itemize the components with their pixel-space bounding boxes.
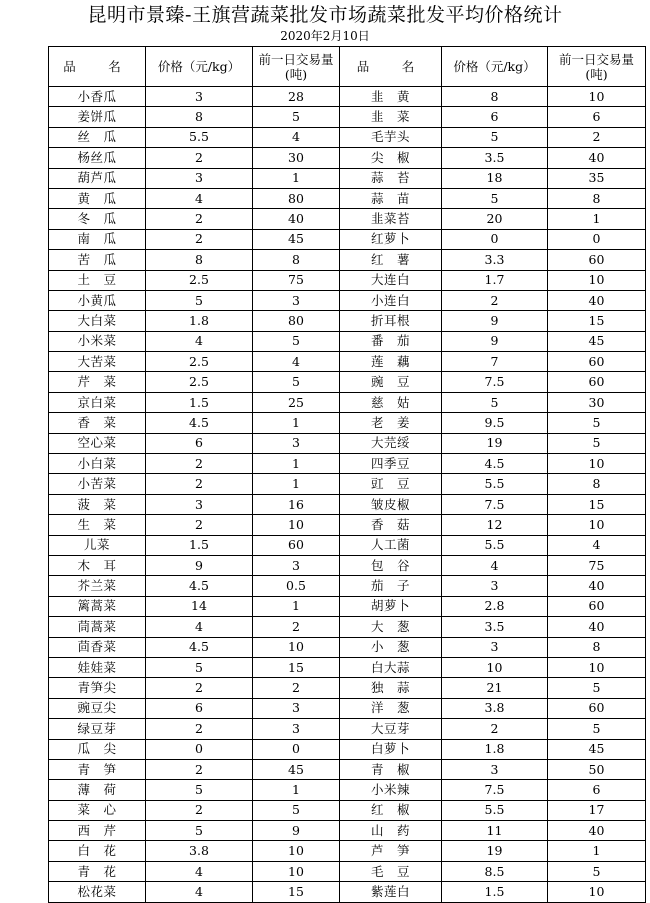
vegetable-name-right: 蒜 苔 bbox=[340, 168, 442, 188]
volume-left: 75 bbox=[253, 270, 340, 290]
price-left: 2.5 bbox=[146, 372, 253, 392]
vegetable-name-left: 豌豆尖 bbox=[49, 698, 146, 718]
price-right: 5.5 bbox=[442, 535, 548, 555]
volume-right: 40 bbox=[548, 617, 646, 637]
vegetable-name-left: 大白菜 bbox=[49, 311, 146, 331]
table-row bbox=[49, 861, 646, 881]
vegetable-name-right: 大豆芽 bbox=[340, 719, 442, 739]
volume-left: 5 bbox=[253, 107, 340, 127]
price-right: 3.8 bbox=[442, 698, 548, 718]
price-right: 3 bbox=[442, 759, 548, 779]
volume-right: 50 bbox=[548, 759, 646, 779]
volume-right: 1 bbox=[548, 209, 646, 229]
volume-left: 60 bbox=[253, 535, 340, 555]
volume-left: 45 bbox=[253, 229, 340, 249]
vegetable-name-right: 豌 豆 bbox=[340, 372, 442, 392]
vegetable-name-left: 菠 菜 bbox=[49, 494, 146, 514]
price-right: 2.8 bbox=[442, 596, 548, 616]
vegetable-name-left: 丝 瓜 bbox=[49, 127, 146, 147]
price-right: 3.5 bbox=[442, 617, 548, 637]
volume-left: 2 bbox=[253, 678, 340, 698]
table-row bbox=[49, 433, 646, 453]
volume-right: 75 bbox=[548, 555, 646, 575]
table-row bbox=[49, 290, 646, 310]
vegetable-name-right: 大连白 bbox=[340, 270, 442, 290]
price-left: 0 bbox=[146, 739, 253, 759]
vegetable-name-right: 韭菜苔 bbox=[340, 209, 442, 229]
price-right: 0 bbox=[442, 229, 548, 249]
price-right: 3.5 bbox=[442, 148, 548, 168]
vegetable-name-right: 青 椒 bbox=[340, 759, 442, 779]
table-row bbox=[49, 719, 646, 739]
volume-right: 1 bbox=[548, 841, 646, 861]
price-right: 1.7 bbox=[442, 270, 548, 290]
vegetable-name-left: 白 花 bbox=[49, 841, 146, 861]
vegetable-name-left: 黄 瓜 bbox=[49, 188, 146, 208]
price-left: 3 bbox=[146, 168, 253, 188]
price-left: 2 bbox=[146, 678, 253, 698]
volume-right: 6 bbox=[548, 780, 646, 800]
price-left: 2.5 bbox=[146, 270, 253, 290]
volume-right: 45 bbox=[548, 331, 646, 351]
volume-left: 0 bbox=[253, 739, 340, 759]
table-row bbox=[49, 576, 646, 596]
volume-left: 10 bbox=[253, 861, 340, 881]
volume-right: 10 bbox=[548, 882, 646, 902]
table-header-row bbox=[49, 47, 646, 87]
price-left: 2 bbox=[146, 759, 253, 779]
table-row bbox=[49, 759, 646, 779]
volume-right: 5 bbox=[548, 678, 646, 698]
table-row bbox=[49, 87, 646, 107]
price-left: 4 bbox=[146, 861, 253, 881]
vegetable-name-left: 茼蒿菜 bbox=[49, 617, 146, 637]
volume-left: 9 bbox=[253, 821, 340, 841]
vegetable-name-left: 小白菜 bbox=[49, 454, 146, 474]
price-left: 6 bbox=[146, 698, 253, 718]
price-right: 18 bbox=[442, 168, 548, 188]
vegetable-name-left: 小苦菜 bbox=[49, 474, 146, 494]
vegetable-name-left: 空心菜 bbox=[49, 433, 146, 453]
volume-left: 40 bbox=[253, 209, 340, 229]
price-right: 5.5 bbox=[442, 800, 548, 820]
vegetable-name-left: 杨丝瓜 bbox=[49, 148, 146, 168]
volume-right: 10 bbox=[548, 87, 646, 107]
vegetable-name-right: 老 姜 bbox=[340, 413, 442, 433]
table-row bbox=[49, 188, 646, 208]
table-row bbox=[49, 209, 646, 229]
vegetable-name-left: 儿菜 bbox=[49, 535, 146, 555]
volume-right: 5 bbox=[548, 861, 646, 881]
vegetable-name-left: 香 菜 bbox=[49, 413, 146, 433]
volume-right: 30 bbox=[548, 392, 646, 412]
table-row bbox=[49, 882, 646, 902]
volume-left: 0.5 bbox=[253, 576, 340, 596]
vegetable-name-right: 皱皮椒 bbox=[340, 494, 442, 514]
volume-left: 1 bbox=[253, 596, 340, 616]
price-left: 5 bbox=[146, 657, 253, 677]
price-left: 9 bbox=[146, 555, 253, 575]
volume-right: 5 bbox=[548, 433, 646, 453]
volume-left: 45 bbox=[253, 759, 340, 779]
vegetable-name-right: 折耳根 bbox=[340, 311, 442, 331]
price-right: 9 bbox=[442, 331, 548, 351]
price-right: 8 bbox=[442, 87, 548, 107]
vegetable-name-right: 红 薯 bbox=[340, 250, 442, 270]
vegetable-name-left: 南 瓜 bbox=[49, 229, 146, 249]
price-left: 6 bbox=[146, 433, 253, 453]
price-right: 3 bbox=[442, 637, 548, 657]
vegetable-name-left: 葫芦瓜 bbox=[49, 168, 146, 188]
vegetable-name-left: 青 花 bbox=[49, 861, 146, 881]
price-left: 5.5 bbox=[146, 127, 253, 147]
price-left: 4.5 bbox=[146, 413, 253, 433]
vegetable-name-right: 毛芋头 bbox=[340, 127, 442, 147]
table-row bbox=[49, 535, 646, 555]
vegetable-name-right: 独 蒜 bbox=[340, 678, 442, 698]
header-volume-left: 前一日交易量(吨) bbox=[253, 47, 340, 87]
volume-right: 40 bbox=[548, 290, 646, 310]
volume-left: 10 bbox=[253, 515, 340, 535]
volume-left: 25 bbox=[253, 392, 340, 412]
volume-left: 1 bbox=[253, 780, 340, 800]
table-row bbox=[49, 311, 646, 331]
vegetable-name-right: 韭 菜 bbox=[340, 107, 442, 127]
vegetable-name-left: 大苦菜 bbox=[49, 352, 146, 372]
volume-right: 17 bbox=[548, 800, 646, 820]
price-right: 9 bbox=[442, 311, 548, 331]
volume-right: 60 bbox=[548, 250, 646, 270]
vegetable-name-right: 红 椒 bbox=[340, 800, 442, 820]
header-price-right: 价格（元/kg） bbox=[442, 47, 548, 87]
table-row bbox=[49, 392, 646, 412]
price-left: 14 bbox=[146, 596, 253, 616]
vegetable-name-left: 青笋尖 bbox=[49, 678, 146, 698]
vegetable-name-right: 四季豆 bbox=[340, 454, 442, 474]
price-right: 7.5 bbox=[442, 372, 548, 392]
volume-left: 1 bbox=[253, 474, 340, 494]
volume-right: 60 bbox=[548, 698, 646, 718]
price-right: 1.5 bbox=[442, 882, 548, 902]
volume-right: 8 bbox=[548, 474, 646, 494]
price-right: 12 bbox=[442, 515, 548, 535]
vegetable-name-right: 香 菇 bbox=[340, 515, 442, 535]
table-row bbox=[49, 678, 646, 698]
volume-right: 10 bbox=[548, 270, 646, 290]
volume-left: 5 bbox=[253, 331, 340, 351]
table-row bbox=[49, 800, 646, 820]
header-name-left: 品 名 bbox=[49, 47, 146, 87]
price-right: 7.5 bbox=[442, 494, 548, 514]
price-right: 9.5 bbox=[442, 413, 548, 433]
volume-left: 28 bbox=[253, 87, 340, 107]
volume-left: 3 bbox=[253, 290, 340, 310]
vegetable-name-right: 慈 姑 bbox=[340, 392, 442, 412]
vegetable-name-right: 白萝卜 bbox=[340, 739, 442, 759]
volume-left: 15 bbox=[253, 657, 340, 677]
vegetable-name-right: 毛 豆 bbox=[340, 861, 442, 881]
vegetable-name-left: 芹 菜 bbox=[49, 372, 146, 392]
volume-right: 40 bbox=[548, 148, 646, 168]
table-row bbox=[49, 698, 646, 718]
vegetable-name-left: 土 豆 bbox=[49, 270, 146, 290]
price-left: 1.5 bbox=[146, 392, 253, 412]
price-right: 4.5 bbox=[442, 454, 548, 474]
table-row bbox=[49, 270, 646, 290]
table-body bbox=[49, 87, 646, 903]
vegetable-name-left: 生 菜 bbox=[49, 515, 146, 535]
vegetable-name-left: 小米菜 bbox=[49, 331, 146, 351]
vegetable-name-left: 篱蒿菜 bbox=[49, 596, 146, 616]
table-row bbox=[49, 148, 646, 168]
vegetable-name-right: 胡萝卜 bbox=[340, 596, 442, 616]
vegetable-name-left: 薄 荷 bbox=[49, 780, 146, 800]
price-right: 7.5 bbox=[442, 780, 548, 800]
volume-left: 16 bbox=[253, 494, 340, 514]
table-row bbox=[49, 250, 646, 270]
vegetable-name-right: 蒜 苗 bbox=[340, 188, 442, 208]
volume-left: 1 bbox=[253, 413, 340, 433]
table-row bbox=[49, 515, 646, 535]
price-right: 11 bbox=[442, 821, 548, 841]
volume-left: 4 bbox=[253, 127, 340, 147]
volume-left: 3 bbox=[253, 433, 340, 453]
table-row bbox=[49, 127, 646, 147]
vegetable-name-right: 白大蒜 bbox=[340, 657, 442, 677]
volume-left: 5 bbox=[253, 800, 340, 820]
vegetable-name-left: 京白菜 bbox=[49, 392, 146, 412]
price-left: 4.5 bbox=[146, 637, 253, 657]
price-left: 1.8 bbox=[146, 311, 253, 331]
table-row bbox=[49, 617, 646, 637]
price-left: 2 bbox=[146, 454, 253, 474]
price-left: 3 bbox=[146, 494, 253, 514]
volume-right: 10 bbox=[548, 454, 646, 474]
table-row bbox=[49, 372, 646, 392]
price-table bbox=[48, 46, 646, 903]
volume-left: 80 bbox=[253, 188, 340, 208]
table-row bbox=[49, 494, 646, 514]
price-right: 3.3 bbox=[442, 250, 548, 270]
table-row bbox=[49, 821, 646, 841]
price-left: 2 bbox=[146, 515, 253, 535]
price-right: 5.5 bbox=[442, 474, 548, 494]
volume-right: 6 bbox=[548, 107, 646, 127]
document-title: 昆明市景臻-王旗营蔬菜批发市场蔬菜批发平均价格统计 bbox=[87, 4, 563, 26]
price-left: 5 bbox=[146, 780, 253, 800]
vegetable-name-left: 松花菜 bbox=[49, 882, 146, 902]
price-left: 4 bbox=[146, 331, 253, 351]
price-right: 1.8 bbox=[442, 739, 548, 759]
table-row bbox=[49, 637, 646, 657]
volume-left: 15 bbox=[253, 882, 340, 902]
price-left: 2 bbox=[146, 719, 253, 739]
vegetable-name-right: 莲 藕 bbox=[340, 352, 442, 372]
price-right: 8.5 bbox=[442, 861, 548, 881]
price-left: 2 bbox=[146, 800, 253, 820]
price-left: 4.5 bbox=[146, 576, 253, 596]
table-row bbox=[49, 780, 646, 800]
volume-right: 60 bbox=[548, 372, 646, 392]
table-row bbox=[49, 474, 646, 494]
header-name-right: 品 名 bbox=[340, 47, 442, 87]
volume-left: 8 bbox=[253, 250, 340, 270]
table-row bbox=[49, 555, 646, 575]
vegetable-name-right: 紫莲白 bbox=[340, 882, 442, 902]
price-right: 5 bbox=[442, 392, 548, 412]
price-left: 2.5 bbox=[146, 352, 253, 372]
document-date: 2020年2月10日 bbox=[280, 29, 370, 43]
price-left: 3.8 bbox=[146, 841, 253, 861]
header-price-left: 价格（元/kg） bbox=[146, 47, 253, 87]
price-left: 5 bbox=[146, 821, 253, 841]
volume-right: 15 bbox=[548, 311, 646, 331]
table-row bbox=[49, 841, 646, 861]
volume-right: 40 bbox=[548, 576, 646, 596]
vegetable-name-left: 菜 心 bbox=[49, 800, 146, 820]
vegetable-name-right: 大芫绥 bbox=[340, 433, 442, 453]
volume-right: 60 bbox=[548, 352, 646, 372]
volume-left: 80 bbox=[253, 311, 340, 331]
price-right: 21 bbox=[442, 678, 548, 698]
price-left: 2 bbox=[146, 148, 253, 168]
vegetable-name-left: 绿豆芽 bbox=[49, 719, 146, 739]
vegetable-name-right: 芦 笋 bbox=[340, 841, 442, 861]
table-row bbox=[49, 454, 646, 474]
volume-right: 10 bbox=[548, 657, 646, 677]
volume-right: 35 bbox=[548, 168, 646, 188]
vegetable-name-right: 番 茄 bbox=[340, 331, 442, 351]
vegetable-name-right: 人工菌 bbox=[340, 535, 442, 555]
table-row bbox=[49, 596, 646, 616]
vegetable-name-right: 小连白 bbox=[340, 290, 442, 310]
volume-left: 3 bbox=[253, 719, 340, 739]
vegetable-name-left: 茴香菜 bbox=[49, 637, 146, 657]
price-left: 5 bbox=[146, 290, 253, 310]
table-row bbox=[49, 331, 646, 351]
table-row bbox=[49, 229, 646, 249]
table-row bbox=[49, 107, 646, 127]
vegetable-name-right: 尖 椒 bbox=[340, 148, 442, 168]
header-volume-right: 前一日交易量(吨) bbox=[548, 47, 646, 87]
price-left: 1.5 bbox=[146, 535, 253, 555]
vegetable-name-right: 豇 豆 bbox=[340, 474, 442, 494]
price-right: 3 bbox=[442, 576, 548, 596]
price-left: 8 bbox=[146, 250, 253, 270]
price-right: 7 bbox=[442, 352, 548, 372]
vegetable-name-left: 冬 瓜 bbox=[49, 209, 146, 229]
volume-left: 1 bbox=[253, 168, 340, 188]
volume-right: 4 bbox=[548, 535, 646, 555]
volume-right: 45 bbox=[548, 739, 646, 759]
price-right: 6 bbox=[442, 107, 548, 127]
volume-right: 15 bbox=[548, 494, 646, 514]
volume-left: 30 bbox=[253, 148, 340, 168]
vegetable-name-right: 红萝卜 bbox=[340, 229, 442, 249]
price-left: 2 bbox=[146, 474, 253, 494]
vegetable-name-right: 洋 葱 bbox=[340, 698, 442, 718]
vegetable-name-left: 苦 瓜 bbox=[49, 250, 146, 270]
price-left: 4 bbox=[146, 188, 253, 208]
price-right: 2 bbox=[442, 719, 548, 739]
price-right: 5 bbox=[442, 127, 548, 147]
volume-right: 10 bbox=[548, 515, 646, 535]
vegetable-name-left: 娃娃菜 bbox=[49, 657, 146, 677]
price-left: 8 bbox=[146, 107, 253, 127]
vegetable-name-left: 芥兰菜 bbox=[49, 576, 146, 596]
price-right: 20 bbox=[442, 209, 548, 229]
price-right: 5 bbox=[442, 188, 548, 208]
volume-left: 1 bbox=[253, 454, 340, 474]
table-row bbox=[49, 657, 646, 677]
volume-left: 3 bbox=[253, 555, 340, 575]
volume-left: 2 bbox=[253, 617, 340, 637]
vegetable-name-right: 小米辣 bbox=[340, 780, 442, 800]
price-right: 19 bbox=[442, 433, 548, 453]
price-right: 19 bbox=[442, 841, 548, 861]
volume-right: 5 bbox=[548, 719, 646, 739]
vegetable-name-right: 包 谷 bbox=[340, 555, 442, 575]
vegetable-name-right: 茄 子 bbox=[340, 576, 442, 596]
price-left: 2 bbox=[146, 229, 253, 249]
volume-right: 2 bbox=[548, 127, 646, 147]
volume-right: 0 bbox=[548, 229, 646, 249]
price-right: 4 bbox=[442, 555, 548, 575]
price-right: 2 bbox=[442, 290, 548, 310]
vegetable-name-left: 木 耳 bbox=[49, 555, 146, 575]
volume-right: 40 bbox=[548, 821, 646, 841]
volume-left: 4 bbox=[253, 352, 340, 372]
price-left: 4 bbox=[146, 617, 253, 637]
vegetable-name-right: 山 药 bbox=[340, 821, 442, 841]
volume-left: 10 bbox=[253, 637, 340, 657]
vegetable-name-left: 瓜 尖 bbox=[49, 739, 146, 759]
vegetable-name-left: 姜饼瓜 bbox=[49, 107, 146, 127]
vegetable-name-left: 小香瓜 bbox=[49, 87, 146, 107]
vegetable-name-left: 西 芹 bbox=[49, 821, 146, 841]
vegetable-name-right: 大 葱 bbox=[340, 617, 442, 637]
price-left: 4 bbox=[146, 882, 253, 902]
volume-left: 10 bbox=[253, 841, 340, 861]
volume-right: 8 bbox=[548, 637, 646, 657]
volume-left: 3 bbox=[253, 698, 340, 718]
vegetable-name-right: 韭 黄 bbox=[340, 87, 442, 107]
table-row bbox=[49, 168, 646, 188]
vegetable-name-left: 小黄瓜 bbox=[49, 290, 146, 310]
price-left: 3 bbox=[146, 87, 253, 107]
volume-right: 5 bbox=[548, 413, 646, 433]
vegetable-name-left: 青 笋 bbox=[49, 759, 146, 779]
volume-left: 5 bbox=[253, 372, 340, 392]
vegetable-name-right: 小 葱 bbox=[340, 637, 442, 657]
table-row bbox=[49, 352, 646, 372]
volume-right: 8 bbox=[548, 188, 646, 208]
volume-right: 60 bbox=[548, 596, 646, 616]
table-row bbox=[49, 413, 646, 433]
price-right: 10 bbox=[442, 657, 548, 677]
price-left: 2 bbox=[146, 209, 253, 229]
table-row bbox=[49, 739, 646, 759]
